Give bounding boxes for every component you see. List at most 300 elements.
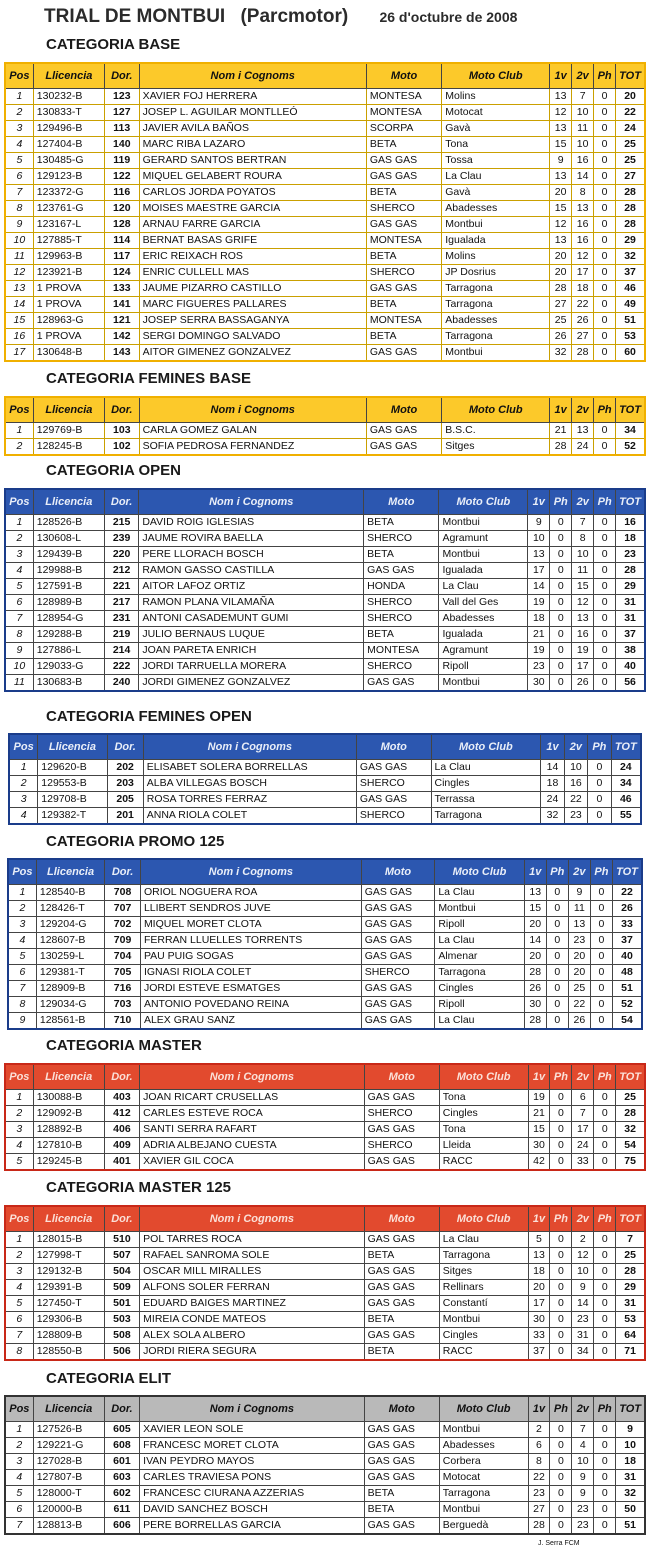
column-header: Nom i Cognoms bbox=[139, 489, 364, 515]
table-cell: 10 bbox=[5, 659, 33, 675]
table-cell: 20 bbox=[524, 917, 546, 933]
table-cell: 403 bbox=[104, 1090, 139, 1106]
table-row bbox=[5, 201, 645, 217]
table-cell: 203 bbox=[107, 776, 143, 792]
table-cell: 0 bbox=[590, 885, 612, 901]
table-cell: 54 bbox=[616, 1138, 645, 1154]
table-cell: 510 bbox=[104, 1232, 139, 1248]
table-cell: FRANCESC MORET CLOTA bbox=[140, 1438, 364, 1454]
table-cell: 26 bbox=[550, 329, 572, 345]
table-cell: GAS GAS bbox=[364, 1280, 439, 1296]
table-cell: 0 bbox=[594, 1090, 616, 1106]
section-heading: CATEGORIA FEMINES BASE bbox=[46, 370, 252, 387]
table-cell: 46 bbox=[616, 281, 645, 297]
table-cell: 0 bbox=[594, 105, 616, 121]
table-row bbox=[9, 792, 641, 808]
table-row bbox=[8, 901, 642, 917]
table-cell: 507 bbox=[104, 1248, 139, 1264]
table-cell: 13 bbox=[5, 281, 33, 297]
column-header: Nom i Cognoms bbox=[140, 1064, 364, 1090]
table-row bbox=[5, 659, 645, 675]
table-cell: GAS GAS bbox=[361, 1013, 435, 1030]
column-header: Pos bbox=[5, 1206, 33, 1232]
table-cell: 4 bbox=[5, 1280, 33, 1296]
table-cell: 130232-B bbox=[33, 89, 104, 105]
table-cell: 0 bbox=[594, 1438, 616, 1454]
table-cell: 5 bbox=[528, 1232, 550, 1248]
column-header: Moto Club bbox=[439, 1064, 528, 1090]
column-header: 1v bbox=[528, 1064, 550, 1090]
table-cell: 9 bbox=[5, 643, 33, 659]
column-header: Nom i Cognoms bbox=[140, 859, 361, 885]
table-cell: 1 bbox=[5, 1232, 33, 1248]
table-cell: 124 bbox=[105, 265, 140, 281]
column-header: TOT bbox=[616, 1206, 645, 1232]
table-cell: 508 bbox=[104, 1328, 139, 1344]
table-row bbox=[5, 153, 645, 169]
table-cell: JAUME PIZARRO CASTILLO bbox=[139, 281, 366, 297]
column-header: Moto bbox=[361, 859, 435, 885]
table-cell: 127028-B bbox=[33, 1454, 104, 1470]
table-cell: DAVID SANCHEZ BOSCH bbox=[140, 1502, 364, 1518]
column-header: Pos bbox=[5, 1064, 33, 1090]
table-cell: 32 bbox=[550, 345, 572, 362]
table-cell: 8 bbox=[8, 997, 36, 1013]
table-cell: Tarragona bbox=[439, 1248, 528, 1264]
table-cell: 4 bbox=[572, 1438, 594, 1454]
table-cell: JAVIER AVILA BAÑOS bbox=[139, 121, 366, 137]
table-cell: GAS GAS bbox=[366, 153, 441, 169]
table-cell: 22 bbox=[612, 885, 642, 901]
table-cell: 0 bbox=[594, 1232, 616, 1248]
table-cell: 220 bbox=[104, 547, 139, 563]
table-cell: 27 bbox=[572, 329, 594, 345]
table-cell: GAS GAS bbox=[364, 1438, 439, 1454]
table-cell: 12 bbox=[572, 595, 594, 611]
table-cell: JORDI GIMENEZ GONZALVEZ bbox=[139, 675, 364, 692]
table-cell: 19 bbox=[528, 643, 550, 659]
column-header: Llicencia bbox=[33, 63, 104, 89]
table-cell: 409 bbox=[104, 1138, 139, 1154]
table-cell: 133 bbox=[105, 281, 140, 297]
table-cell: Tona bbox=[439, 1122, 528, 1138]
table-row bbox=[5, 137, 645, 153]
table-cell: 127404-B bbox=[33, 137, 104, 153]
results-table bbox=[4, 62, 646, 362]
table-cell: 13 bbox=[550, 89, 572, 105]
table-row bbox=[8, 933, 642, 949]
table-cell: 13 bbox=[568, 917, 590, 933]
table-cell: JP Dosrius bbox=[442, 265, 550, 281]
table-cell: 17 bbox=[528, 1296, 550, 1312]
table-cell: 129963-B bbox=[33, 249, 104, 265]
table-cell: 0 bbox=[550, 1312, 572, 1328]
column-header: Llicencia bbox=[33, 489, 104, 515]
table-cell: 0 bbox=[550, 1296, 572, 1312]
table-cell: 128015-B bbox=[33, 1232, 104, 1248]
table-cell: 15 bbox=[572, 579, 594, 595]
table-cell: 38 bbox=[616, 643, 645, 659]
table-row bbox=[5, 1454, 645, 1470]
table-cell: Motocat bbox=[439, 1470, 528, 1486]
table-cell: 18 bbox=[616, 1454, 645, 1470]
table-cell: 13 bbox=[572, 423, 594, 439]
table-cell: 51 bbox=[616, 1518, 645, 1535]
table-cell: 123761-G bbox=[33, 201, 104, 217]
table-cell: 0 bbox=[550, 659, 572, 675]
table-cell: 0 bbox=[594, 1296, 616, 1312]
table-cell: 129988-B bbox=[33, 563, 104, 579]
table-cell: 28 bbox=[616, 563, 645, 579]
table-cell: 25 bbox=[616, 137, 645, 153]
table-cell: 23 bbox=[572, 1312, 594, 1328]
table-cell: MARC RIBA LAZARO bbox=[139, 137, 366, 153]
column-header: Moto bbox=[364, 489, 439, 515]
table-header-row bbox=[5, 63, 645, 89]
table-cell: 33 bbox=[572, 1154, 594, 1171]
table-cell: SHERCO bbox=[364, 1138, 439, 1154]
table-cell: GAS GAS bbox=[366, 217, 441, 233]
table-cell: 0 bbox=[550, 547, 572, 563]
table-cell: 0 bbox=[594, 659, 616, 675]
table-cell: 127998-T bbox=[33, 1248, 104, 1264]
table-cell: 2 bbox=[9, 776, 38, 792]
column-header: 2v bbox=[572, 397, 594, 423]
table-cell: 2 bbox=[5, 1438, 33, 1454]
table-cell: 0 bbox=[588, 792, 611, 808]
table-cell: GAS GAS bbox=[361, 901, 435, 917]
table-cell: 22 bbox=[616, 105, 645, 121]
table-cell: 0 bbox=[594, 169, 616, 185]
table-cell: 0 bbox=[550, 1090, 572, 1106]
table-row bbox=[5, 1138, 645, 1154]
table-cell: SCORPA bbox=[366, 121, 441, 137]
column-header: 2v bbox=[572, 1396, 594, 1422]
table-cell: 412 bbox=[104, 1106, 139, 1122]
table-cell: 130833-T bbox=[33, 105, 104, 121]
table-cell: 120000-B bbox=[33, 1502, 104, 1518]
table-cell: 0 bbox=[546, 997, 568, 1013]
column-header: Moto Club bbox=[431, 734, 541, 760]
table-cell: AITOR GIMENEZ GONZALVEZ bbox=[139, 345, 366, 362]
table-cell: EDUARD BAIGES MARTINEZ bbox=[140, 1296, 364, 1312]
table-cell: 55 bbox=[611, 808, 641, 825]
table-cell: 603 bbox=[104, 1470, 139, 1486]
table-cell: 10 bbox=[572, 1454, 594, 1470]
table-cell: ALEX GRAU SANZ bbox=[140, 1013, 361, 1030]
table-cell: 32 bbox=[616, 1122, 645, 1138]
table-cell: Abadesses bbox=[442, 201, 550, 217]
table-cell: 6 bbox=[572, 1090, 594, 1106]
results-table bbox=[8, 733, 642, 825]
table-cell: 31 bbox=[616, 1296, 645, 1312]
column-header: Ph bbox=[550, 1064, 572, 1090]
table-cell: 0 bbox=[594, 1502, 616, 1518]
table-cell: BETA bbox=[364, 1248, 439, 1264]
table-cell: GAS GAS bbox=[364, 1122, 439, 1138]
table-cell: 710 bbox=[105, 1013, 141, 1030]
table-cell: 0 bbox=[550, 1486, 572, 1502]
table-cell: 7 bbox=[5, 185, 33, 201]
table-cell: 406 bbox=[104, 1122, 139, 1138]
table-cell: 0 bbox=[594, 531, 616, 547]
table-cell: 0 bbox=[594, 1518, 616, 1535]
table-cell: 26 bbox=[572, 313, 594, 329]
table-cell: 31 bbox=[616, 1470, 645, 1486]
table-cell: 6 bbox=[5, 1502, 33, 1518]
table-cell: 13 bbox=[528, 547, 550, 563]
table-cell: 34 bbox=[616, 423, 645, 439]
column-header: Ph bbox=[588, 734, 611, 760]
table-cell: Montbui bbox=[439, 1422, 528, 1438]
table-cell: 129204-G bbox=[36, 917, 104, 933]
table-cell: 703 bbox=[105, 997, 141, 1013]
table-cell: GERARD SANTOS BERTRAN bbox=[139, 153, 366, 169]
table-cell: 19 bbox=[528, 595, 550, 611]
table-cell: 14 bbox=[528, 579, 550, 595]
table-cell: 6 bbox=[528, 1438, 550, 1454]
table-cell: 129391-B bbox=[33, 1280, 104, 1296]
table-cell: SHERCO bbox=[356, 808, 431, 825]
table-cell: 120 bbox=[105, 201, 140, 217]
table-header-row bbox=[5, 1064, 645, 1090]
table-cell: DAVID ROIG IGLESIAS bbox=[139, 515, 364, 531]
table-cell: 0 bbox=[546, 885, 568, 901]
table-cell: 28 bbox=[550, 439, 572, 456]
table-cell: 0 bbox=[550, 1518, 572, 1535]
table-cell: 102 bbox=[105, 439, 140, 456]
table-cell: SHERCO bbox=[356, 776, 431, 792]
column-header: 2v bbox=[572, 1064, 594, 1090]
column-header: Nom i Cognoms bbox=[139, 397, 366, 423]
column-header: 1v bbox=[528, 489, 550, 515]
table-cell: 10 bbox=[572, 105, 594, 121]
table-row bbox=[5, 1154, 645, 1171]
table-cell: Constantí bbox=[439, 1296, 528, 1312]
table-cell: 2 bbox=[5, 1106, 33, 1122]
table-cell: 0 bbox=[550, 1122, 572, 1138]
table-cell: GAS GAS bbox=[366, 439, 441, 456]
table-cell: 13 bbox=[524, 885, 546, 901]
table-cell: 707 bbox=[105, 901, 141, 917]
column-header: Ph bbox=[594, 1396, 616, 1422]
table-cell: 3 bbox=[5, 121, 33, 137]
table-cell: 1 PROVA bbox=[33, 281, 104, 297]
table-cell: 9 bbox=[550, 153, 572, 169]
table-cell: BETA bbox=[364, 1344, 439, 1361]
table-row bbox=[9, 808, 641, 825]
table-cell: ARNAU FARRE GARCIA bbox=[139, 217, 366, 233]
table-cell: 20 bbox=[616, 89, 645, 105]
column-header: Ph bbox=[594, 489, 616, 515]
table-cell: XAVIER GIL COCA bbox=[140, 1154, 364, 1171]
table-cell: 129221-G bbox=[33, 1438, 104, 1454]
table-cell: 0 bbox=[588, 776, 611, 792]
table-cell: CARLES ESTEVE ROCA bbox=[140, 1106, 364, 1122]
table-cell: 5 bbox=[8, 949, 36, 965]
table-cell: 127810-B bbox=[33, 1138, 104, 1154]
table-cell: 127807-B bbox=[33, 1470, 104, 1486]
table-cell: 25 bbox=[616, 153, 645, 169]
table-cell: 23 bbox=[528, 659, 550, 675]
table-cell: 0 bbox=[594, 595, 616, 611]
table-cell: 0 bbox=[594, 1106, 616, 1122]
table-cell: ANTONIO POVEDANO REINA bbox=[140, 997, 361, 1013]
table-cell: ALEX SOLA ALBERO bbox=[140, 1328, 364, 1344]
table-cell: AITOR LAFOZ ORTIZ bbox=[139, 579, 364, 595]
table-cell: 2 bbox=[5, 439, 33, 456]
table-cell: 24 bbox=[572, 1138, 594, 1154]
table-cell: 606 bbox=[104, 1518, 139, 1535]
column-header: Llicencia bbox=[33, 397, 104, 423]
table-cell: SHERCO bbox=[364, 659, 439, 675]
table-cell: 716 bbox=[105, 981, 141, 997]
table-cell: 128426-T bbox=[36, 901, 104, 917]
table-cell: 26 bbox=[524, 981, 546, 997]
table-cell: 20 bbox=[568, 965, 590, 981]
table-cell: 0 bbox=[594, 579, 616, 595]
table-cell: 31 bbox=[616, 595, 645, 611]
table-cell: Almenar bbox=[435, 949, 524, 965]
table-cell: 0 bbox=[550, 1454, 572, 1470]
table-cell: 7 bbox=[572, 89, 594, 105]
column-header: TOT bbox=[616, 489, 645, 515]
table-cell: 129769-B bbox=[33, 423, 104, 439]
table-cell: 231 bbox=[104, 611, 139, 627]
table-cell: MONTESA bbox=[366, 105, 441, 121]
table-cell: 0 bbox=[546, 949, 568, 965]
table-cell: 30 bbox=[528, 1312, 550, 1328]
table-cell: 0 bbox=[590, 965, 612, 981]
table-row bbox=[8, 949, 642, 965]
table-cell: 10 bbox=[572, 547, 594, 563]
table-cell: 0 bbox=[594, 1138, 616, 1154]
table-cell: 129382-T bbox=[38, 808, 107, 825]
table-cell: 0 bbox=[594, 627, 616, 643]
column-header: 1v bbox=[528, 1396, 550, 1422]
table-cell: 128809-B bbox=[33, 1328, 104, 1344]
column-header: Moto Club bbox=[442, 397, 550, 423]
table-cell: 16 bbox=[616, 515, 645, 531]
table-cell: 9 bbox=[572, 1486, 594, 1502]
column-header: Llicencia bbox=[38, 734, 107, 760]
table-cell: CARLA GOMEZ GALAN bbox=[139, 423, 366, 439]
table-cell: 113 bbox=[105, 121, 140, 137]
table-cell: 2 bbox=[5, 105, 33, 121]
table-header-row bbox=[5, 397, 645, 423]
column-header: 1v bbox=[550, 397, 572, 423]
table-cell: 123372-G bbox=[33, 185, 104, 201]
table-cell: GAS GAS bbox=[364, 1328, 439, 1344]
table-cell: 24 bbox=[572, 439, 594, 456]
table-cell: 29 bbox=[616, 579, 645, 595]
table-cell: Tossa bbox=[442, 153, 550, 169]
table-cell: GAS GAS bbox=[364, 563, 439, 579]
table-cell: 0 bbox=[550, 1280, 572, 1296]
table-cell: Agramunt bbox=[439, 531, 528, 547]
column-header: Ph bbox=[550, 1206, 572, 1232]
table-cell: GAS GAS bbox=[361, 885, 435, 901]
credit: J. Serra FCM bbox=[538, 1540, 580, 1547]
results-table bbox=[7, 858, 643, 1030]
table-cell: SHERCO bbox=[364, 595, 439, 611]
event-subtitle: (Parcmotor) bbox=[240, 6, 349, 27]
table-cell: GAS GAS bbox=[361, 997, 435, 1013]
table-row bbox=[5, 1232, 645, 1248]
table-row bbox=[5, 1248, 645, 1264]
table-cell: 0 bbox=[550, 675, 572, 692]
table-cell: 217 bbox=[104, 595, 139, 611]
column-header: Dor. bbox=[105, 397, 140, 423]
table-cell: ALBA VILLEGAS BOSCH bbox=[143, 776, 356, 792]
table-cell: Igualada bbox=[442, 233, 550, 249]
table-cell: 221 bbox=[104, 579, 139, 595]
table-cell: 0 bbox=[550, 1154, 572, 1171]
table-cell: 12 bbox=[550, 217, 572, 233]
table-cell: 51 bbox=[612, 981, 642, 997]
table-cell: La Clau bbox=[435, 885, 524, 901]
column-header: Llicencia bbox=[33, 1396, 104, 1422]
table-cell: 46 bbox=[611, 792, 641, 808]
table-cell: 7 bbox=[5, 611, 33, 627]
table-cell: 116 bbox=[105, 185, 140, 201]
table-cell: SHERCO bbox=[361, 965, 435, 981]
table-cell: Cingles bbox=[439, 1106, 528, 1122]
column-header: Pos bbox=[5, 1396, 33, 1422]
table-cell: 128892-B bbox=[33, 1122, 104, 1138]
table-cell: La Clau bbox=[435, 933, 524, 949]
table-cell: Tarragona bbox=[431, 808, 541, 825]
column-header: Moto bbox=[364, 1396, 439, 1422]
table-cell: 16 bbox=[564, 776, 587, 792]
table-cell: 601 bbox=[104, 1454, 139, 1470]
table-cell: 21 bbox=[550, 423, 572, 439]
table-cell: 28 bbox=[616, 1264, 645, 1280]
table-cell: Sitges bbox=[439, 1264, 528, 1280]
column-header: Ph bbox=[546, 859, 568, 885]
table-row bbox=[8, 981, 642, 997]
table-cell: B.S.C. bbox=[442, 423, 550, 439]
table-cell: 75 bbox=[616, 1154, 645, 1171]
table-cell: 10 bbox=[564, 760, 587, 776]
table-cell: 13 bbox=[550, 121, 572, 137]
table-cell: 0 bbox=[550, 1502, 572, 1518]
table-cell: La Clau bbox=[435, 1013, 524, 1030]
table-cell: 0 bbox=[550, 1422, 572, 1438]
table-cell: 114 bbox=[105, 233, 140, 249]
table-row bbox=[5, 105, 645, 121]
table-cell: GAS GAS bbox=[364, 675, 439, 692]
column-header: Llicencia bbox=[33, 1206, 104, 1232]
table-cell: 71 bbox=[616, 1344, 645, 1361]
table-cell: 10 bbox=[528, 531, 550, 547]
table-cell: 0 bbox=[594, 329, 616, 345]
table-cell: GAS GAS bbox=[364, 1264, 439, 1280]
table-cell: 128963-G bbox=[33, 313, 104, 329]
table-cell: 602 bbox=[104, 1486, 139, 1502]
table-cell: 608 bbox=[104, 1438, 139, 1454]
table-cell: 401 bbox=[104, 1154, 139, 1171]
table-cell: IGNASI RIOLA COLET bbox=[140, 965, 361, 981]
table-cell: SOFIA PEDROSA FERNANDEZ bbox=[139, 439, 366, 456]
table-cell: GAS GAS bbox=[366, 169, 441, 185]
table-cell: BERNAT BASAS GRIFE bbox=[139, 233, 366, 249]
table-cell: 128540-B bbox=[36, 885, 104, 901]
table-cell: 10 bbox=[5, 233, 33, 249]
table-cell: 127526-B bbox=[33, 1422, 104, 1438]
table-row bbox=[5, 1090, 645, 1106]
column-header: 2v bbox=[572, 489, 594, 515]
